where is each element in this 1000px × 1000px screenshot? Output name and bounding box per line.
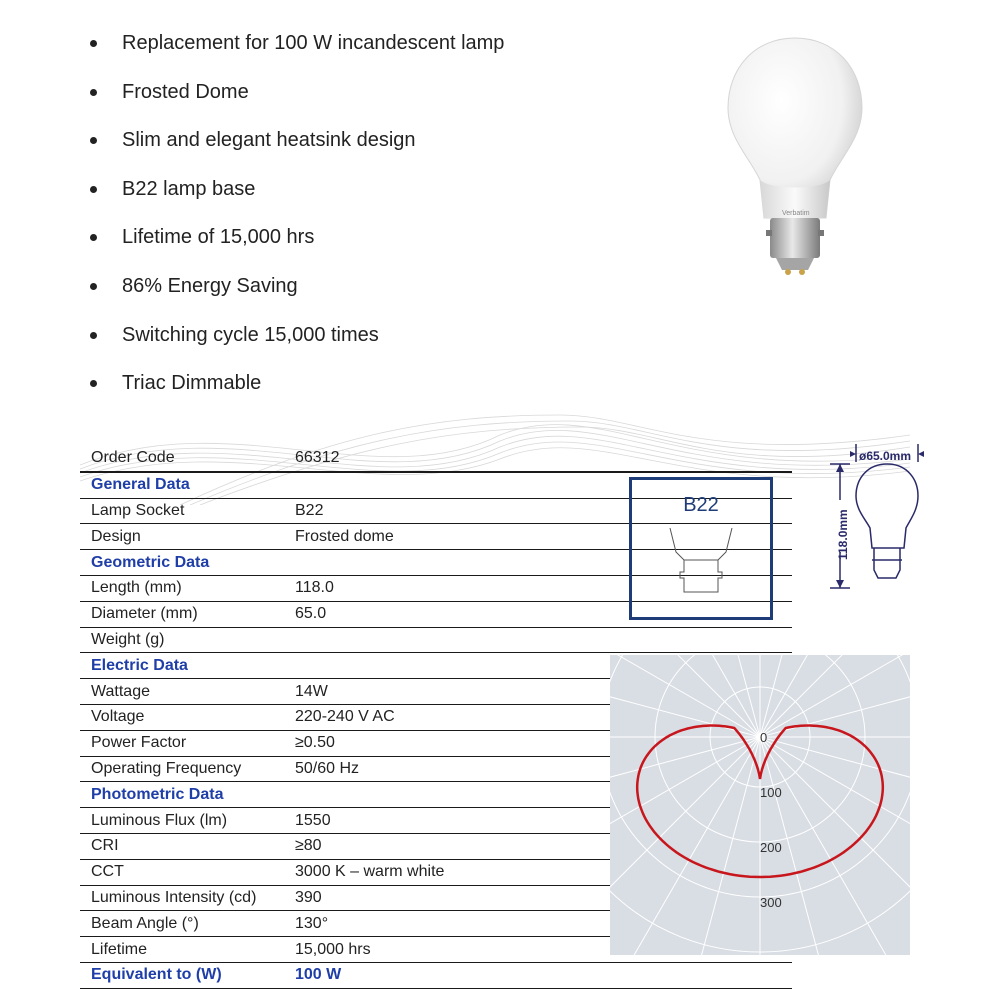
light-distribution-polar-diagram: [610, 655, 910, 955]
spec-label: Weight (g): [80, 627, 284, 653]
spec-section-heading: Equivalent to (W): [80, 962, 284, 988]
spec-label: CCT: [80, 859, 284, 885]
feature-text: Frosted Dome: [122, 80, 249, 103]
polar-ring-label: 100: [760, 785, 782, 800]
spec-label: Luminous Intensity (cd): [80, 885, 284, 911]
spec-label: Voltage: [80, 704, 284, 730]
feature-text: Slim and elegant heatsink design: [122, 129, 416, 152]
height-dimension-label: 118.0mm: [836, 509, 850, 560]
spec-value: Frosted dome: [284, 524, 792, 550]
spec-value: 65.0: [284, 601, 792, 627]
spec-value: 15,000 hrs: [284, 937, 792, 963]
feature-item: [90, 320, 504, 369]
feature-item: [90, 174, 504, 223]
spec-value: [284, 627, 792, 653]
spec-section-heading: Electric Data: [80, 653, 284, 679]
spec-label: Power Factor: [80, 730, 284, 756]
spec-value: 66312: [284, 446, 792, 472]
spec-value: 1550: [284, 808, 792, 834]
spec-section-heading: General Data: [80, 472, 284, 498]
bullet-icon: [90, 89, 97, 96]
spec-row: [80, 627, 792, 653]
bullet-icon: [90, 283, 97, 290]
feature-text: Switching cycle 15,000 times: [122, 323, 379, 346]
spec-value: 390: [284, 885, 792, 911]
spec-value: 50/60 Hz: [284, 756, 792, 782]
feature-text: Triac Dimmable: [122, 372, 262, 395]
spec-value: ≥80: [284, 833, 792, 859]
bullet-icon: [90, 137, 97, 144]
bullet-icon: [90, 40, 97, 47]
polar-ring-label: 0: [760, 730, 768, 745]
spec-value: B22: [284, 498, 792, 524]
spec-value: 220-240 V AC: [284, 704, 792, 730]
polar-ring-label: 300: [760, 895, 782, 910]
feature-item: [90, 77, 504, 126]
spec-label: Luminous Flux (lm): [80, 808, 284, 834]
feature-text: 86% Energy Saving: [122, 274, 298, 297]
feature-list: [90, 28, 504, 417]
bulb-product-image: [720, 30, 870, 280]
spec-section-heading: Photometric Data: [80, 782, 284, 808]
bulb-brand-text: Verbatim: [782, 210, 810, 217]
spec-label: Lamp Socket: [80, 498, 284, 524]
socket-outline-icon: [632, 520, 770, 600]
bullet-icon: [90, 186, 97, 193]
polar-ring-label: 200: [760, 840, 782, 855]
spec-label: Order Code: [80, 446, 284, 472]
bullet-icon: [90, 332, 97, 339]
spec-label: Wattage: [80, 679, 284, 705]
spec-label: Operating Frequency: [80, 756, 284, 782]
spec-value: 14W: [284, 679, 792, 705]
spec-section-heading: Geometric Data: [80, 550, 284, 576]
feature-text: Replacement for 100 W incandescent lamp: [122, 32, 505, 54]
spec-label: Beam Angle (°): [80, 911, 284, 937]
feature-item: [90, 28, 504, 77]
feature-item: [90, 125, 504, 174]
spec-value: 118.0: [284, 575, 792, 601]
spec-row: [80, 446, 792, 472]
socket-label: B22: [683, 494, 719, 516]
feature-item: [90, 222, 504, 271]
diameter-dimension-label: ø65.0mm: [859, 449, 912, 463]
spec-value: 130°: [284, 911, 792, 937]
feature-text: B22 lamp base: [122, 177, 256, 200]
bullet-icon: [90, 380, 97, 387]
feature-item: [90, 271, 504, 320]
spec-label: Diameter (mm): [80, 601, 284, 627]
spec-value: 100 W: [284, 962, 792, 988]
socket-diagram: [629, 477, 773, 620]
feature-text: Lifetime of 15,000 hrs: [122, 226, 315, 249]
spec-label: CRI: [80, 833, 284, 859]
spec-label: Lifetime: [80, 937, 284, 963]
spec-label: Length (mm): [80, 575, 284, 601]
bullet-icon: [90, 234, 97, 241]
spec-value: 3000 K – warm white: [284, 859, 792, 885]
spec-value: ≥0.50: [284, 730, 792, 756]
spec-label: Design: [80, 524, 284, 550]
spec-section-row: [80, 962, 792, 988]
